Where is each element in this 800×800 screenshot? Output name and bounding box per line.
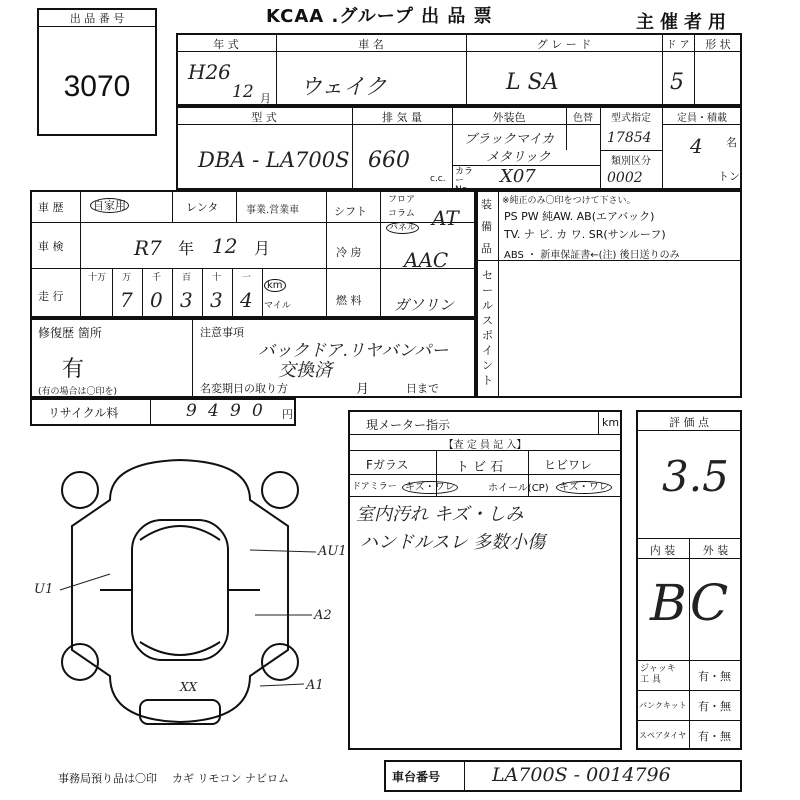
inspector-comment-2: ハンドルスレ 多数小傷	[360, 532, 546, 553]
recycle-digit-2: 4	[208, 401, 219, 421]
diagram-mark-au1: AU1	[318, 544, 347, 559]
repaint-label: 色替	[573, 113, 593, 124]
inspection-era: R7	[134, 236, 162, 260]
exterior-label: 外 装	[702, 544, 729, 557]
color-line2: メタリック	[486, 150, 551, 165]
classification-label: 類別区分	[611, 156, 651, 167]
displacement-value: 660	[368, 148, 410, 173]
recycle-digit-4: 0	[252, 401, 263, 421]
eval-line1	[636, 430, 742, 431]
meter-km-line	[598, 410, 599, 434]
equipment-label-1: 装	[481, 198, 492, 211]
tools-split	[689, 660, 690, 750]
history-rental: レンタ	[186, 201, 219, 214]
car-rear-window	[140, 642, 220, 655]
year-era-value: H26	[188, 60, 231, 84]
model-designation-label: 型式指定	[611, 113, 651, 124]
office-note: 事務局預り品は〇印	[58, 772, 157, 785]
mile-div2	[142, 268, 143, 318]
mile-digit-100: 3	[180, 288, 193, 312]
car-rear-bumper	[140, 700, 220, 724]
mile-div4	[202, 268, 203, 318]
mile-div6	[262, 268, 263, 318]
mile-div1	[112, 268, 113, 318]
recycle-digit-1: 9	[186, 401, 197, 421]
mile-unit-10: 十	[212, 273, 222, 283]
chassis-label: 車台番号	[392, 770, 441, 784]
ton-unit: トン	[718, 170, 740, 183]
wheel-rear-left	[62, 644, 98, 680]
chassis-number: LA700S - 0014796	[492, 764, 671, 786]
inspection-month-unit: 月	[254, 239, 271, 258]
repair-value: 有	[62, 357, 85, 382]
displacement-label: 排 気 量	[382, 111, 422, 124]
jack-label: ジャッキ 工 具	[640, 664, 676, 685]
wheel-front-right	[262, 472, 298, 508]
notes-month-unit: 月	[356, 382, 370, 397]
wheel-label: ホイール(CP)	[488, 483, 549, 494]
sales-point-label: セールスポイント	[482, 269, 493, 387]
shift-option-floor: フロア	[388, 195, 416, 205]
ac-label: 冷 房	[336, 246, 362, 259]
grade-value: L SA	[506, 70, 559, 95]
doors-value: 5	[670, 70, 684, 95]
meter-line4	[348, 496, 622, 497]
wheel-front-left	[62, 472, 98, 508]
notes-label: 注意事項	[200, 326, 244, 339]
equipment-line3: ABS ・ 新車保証書←(注) 後日送りのみ	[504, 250, 680, 261]
puncture-kit-option: 有・無	[698, 700, 731, 713]
equipment-label-2: 備	[481, 220, 492, 233]
diagram-mark-a2: A2	[314, 608, 332, 623]
year-month-unit: 月	[260, 92, 271, 105]
recycle-unit: 円	[282, 408, 293, 421]
row2-designation-line	[600, 150, 662, 151]
equipment-line1: PS PW 純AW. AB(エアバック)	[504, 210, 655, 223]
equipment-note: ※純正のみ〇印をつけて下さい。	[502, 196, 636, 206]
inspector-label: 【査 定 員 記 入】	[443, 440, 527, 451]
lot-number-divider	[37, 26, 157, 27]
diagram-mark-a1: A1	[306, 678, 324, 693]
row2-capacity-header-line	[662, 124, 742, 125]
mile-unit: マイル	[264, 301, 291, 311]
mileage-label: 走 行	[38, 290, 64, 303]
glass-label: Fガラス	[366, 458, 409, 472]
model-value: DBA - LA700S	[198, 148, 350, 172]
mile-div5	[232, 268, 233, 318]
right-spec-col-line	[326, 190, 327, 318]
car-cabin	[132, 520, 228, 660]
mile-unit-100: 百	[182, 273, 192, 283]
sales-point-line	[498, 260, 499, 398]
mile-digit-10: 3	[210, 288, 223, 312]
mile-div3	[172, 268, 173, 318]
lot-number-label: 出 品 番 号	[69, 12, 125, 25]
interior-label: 内 装	[649, 544, 676, 557]
shift-label: シフト	[334, 205, 367, 218]
equipment-label-line	[498, 190, 499, 260]
lot-number-value: 3070	[63, 70, 131, 103]
history-div1	[172, 190, 173, 222]
color-no-label: カラー No.	[455, 167, 474, 195]
persons-unit: 名	[726, 136, 737, 149]
spare-tire-option: 有・無	[698, 730, 731, 743]
color-no-value: X07	[500, 166, 536, 187]
notes-deadline-label: 名変期日の取り方	[200, 382, 288, 395]
cc-unit: c.c.	[430, 174, 446, 184]
car-diagram	[40, 440, 340, 740]
classification-value: 0002	[607, 170, 643, 186]
jack-option: 有・無	[698, 670, 731, 683]
mile-digit-1k: 0	[150, 288, 163, 312]
mile-digit-1: 4	[240, 288, 253, 312]
notes-line1: バックドア.リヤバンパー	[258, 341, 449, 361]
car-windshield	[140, 526, 220, 540]
mile-unit-100k: 十万	[88, 273, 107, 283]
fuel-value: ガソリン	[394, 296, 455, 314]
model-label: 型 式	[251, 111, 277, 124]
color-line1: ブラックマイカ	[464, 132, 555, 147]
notes-line2: 交換済	[278, 360, 332, 381]
mirror-options: キズ・ワレ	[402, 478, 458, 493]
repair-line	[192, 318, 193, 398]
equipment-label-3: 品	[481, 242, 492, 255]
mile-unit-1k: 千	[152, 273, 162, 283]
wheel-options: キズ・ワレ	[556, 478, 612, 493]
shift-option-panel: パネル	[386, 220, 419, 233]
exterior-grade: C	[690, 574, 729, 632]
diagram-mark-xx: XX	[180, 680, 198, 694]
mile-digit-10k: 7	[120, 288, 133, 312]
mile-unit-10k: 万	[122, 273, 132, 283]
capacity-value: 4	[690, 134, 703, 158]
inspection-month: 12	[212, 234, 238, 258]
office-items: カギ リモコン ナビロム	[172, 772, 289, 785]
history-own-use: 自家用	[90, 197, 129, 213]
crack-label: ヒビワレ	[544, 458, 593, 472]
shift-option-column: コラム	[388, 209, 415, 219]
recycle-digit-3: 9	[230, 401, 241, 421]
notes-day-unit: 日まで	[406, 382, 439, 395]
right-spec-label-line	[380, 190, 381, 318]
year-month-value: 12	[232, 82, 254, 102]
car-name-label: 車 名	[358, 38, 384, 51]
puncture-kit-label: パンクキット	[639, 701, 687, 710]
inspection-label: 車 検	[38, 240, 64, 253]
equipment-line2: TV. ナ ビ. カ ワ. SR(サンルーフ)	[504, 228, 666, 241]
sheet-title: KCAA .グループ 出 品 票	[266, 6, 493, 27]
glass-options: ト ビ 石	[456, 460, 504, 475]
history-div2	[236, 190, 237, 222]
recycle-line	[150, 398, 151, 426]
repair-hint: (有の場合は〇印を)	[38, 387, 118, 397]
shape-label: 形 状	[705, 38, 731, 51]
car-name-value: ウェイク	[300, 75, 387, 100]
recycle-label: リサイクル料	[48, 406, 119, 420]
mirror-label: ドアミラー	[352, 482, 397, 492]
score-value: 3.5	[662, 452, 729, 501]
diagram-mark-u1: U1	[34, 582, 54, 597]
repair-label: 修復歴 箇所	[38, 326, 102, 340]
ac-value: AAC	[404, 248, 449, 272]
history-label: 車 歴	[38, 201, 64, 214]
meter-km-unit: km	[602, 416, 620, 429]
score-label: 評 価 点	[669, 416, 709, 429]
organizer-label: 主催者用	[636, 12, 732, 33]
mile-unit-1: 一	[242, 273, 252, 283]
history-commercial: 事業.営業車	[246, 205, 300, 216]
wheel-rear-right	[262, 644, 298, 680]
capacity-label: 定員・積載	[677, 113, 727, 124]
km-unit: km	[264, 280, 286, 291]
exterior-color-label: 外装色	[492, 111, 526, 124]
chassis-line	[464, 760, 465, 792]
year-label: 年 式	[213, 38, 239, 51]
inspector-comment-1: 室内汚れ キズ・しみ	[356, 504, 524, 525]
meter-label: 現メーター指示	[366, 418, 451, 432]
shift-value: AT	[432, 206, 459, 230]
label-col-line	[80, 190, 81, 318]
grade-label: グ レ ー ド	[536, 38, 592, 51]
inspection-year-unit: 年	[178, 239, 195, 258]
fuel-label: 燃 料	[336, 294, 362, 307]
door-label: ド ア	[666, 40, 690, 51]
designation-value: 17854	[607, 130, 652, 146]
spare-tire-label: スペアタイヤ	[639, 731, 687, 740]
interior-grade: B	[650, 574, 687, 632]
meter-line1	[348, 434, 622, 435]
